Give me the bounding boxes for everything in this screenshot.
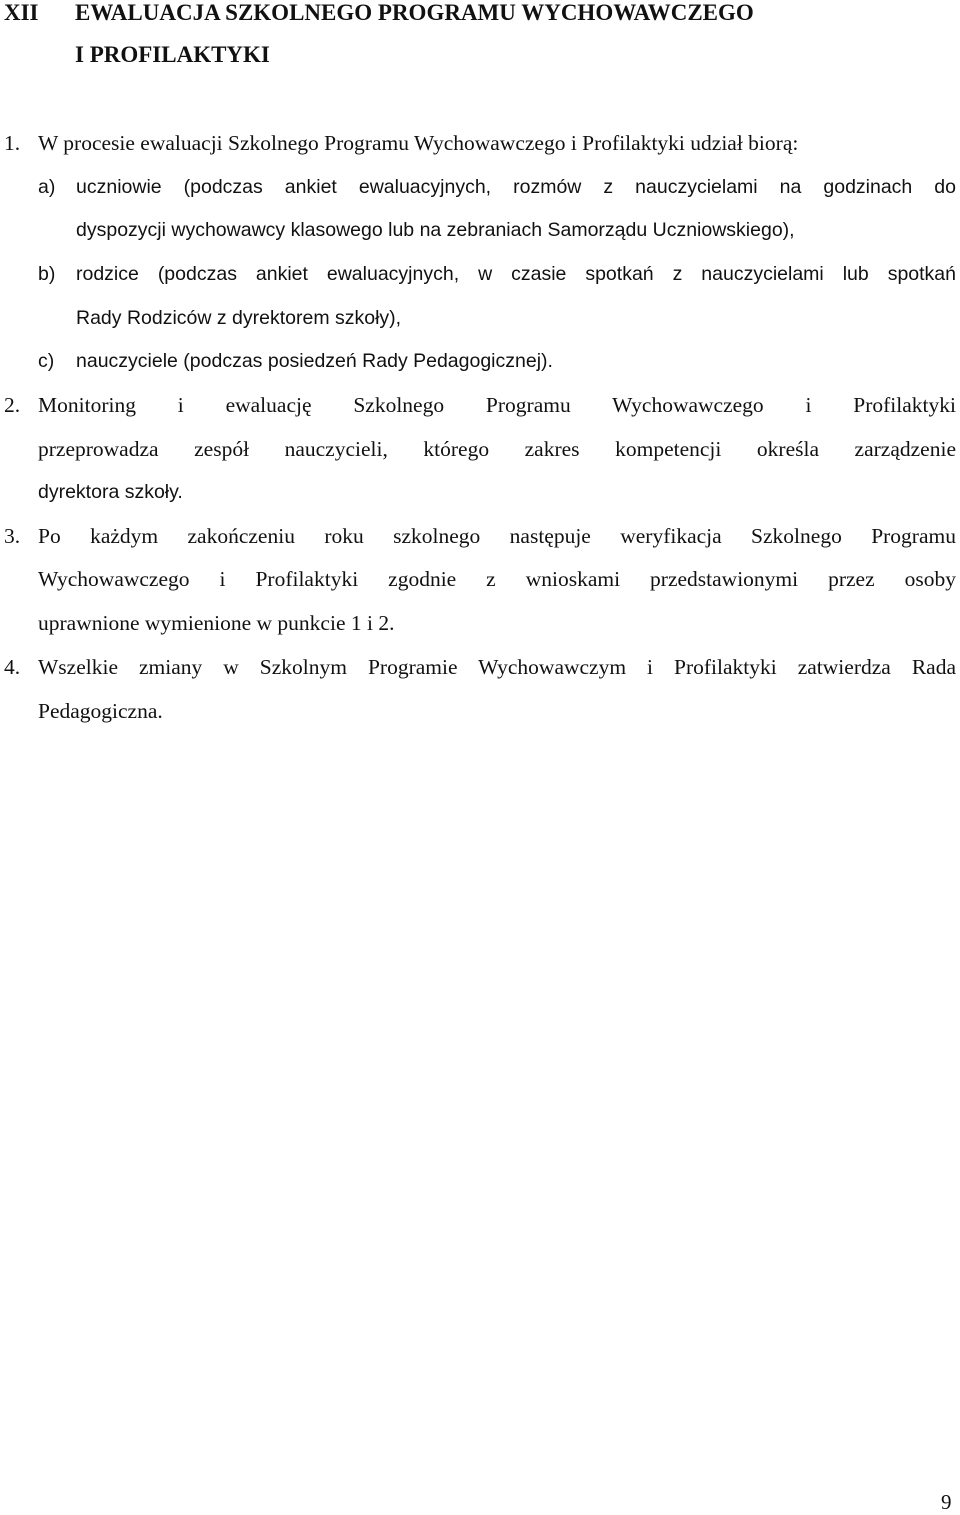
item-4-line2: Pedagogiczna.	[38, 699, 163, 723]
item-2-line3: dyrektora szkoły.	[38, 481, 183, 503]
item-3-line1: Po każdym zakończeniu roku szkolnego następuje weryfikacja Szkolnego Programu	[38, 524, 956, 548]
section-title-line2: I PROFILAKTYKI	[75, 42, 270, 67]
section-title-line1: EWALUACJA SZKOLNEGO PROGRAMU WYCHOWAWCZEGO	[75, 0, 754, 25]
item-1-text: W procesie ewaluacji Szkolnego Programu Wychowawczego i Profilaktyki udział biorą:	[38, 131, 799, 155]
item-1a-label: a)	[38, 176, 56, 198]
item-3-line3: uprawnione wymienione w punkcie 1 i 2.	[38, 611, 395, 635]
item-1b-line1: rodzice (podczas ankiet ewaluacyjnych, w czasie spotkań z nauczycielami lub spotkań	[76, 263, 956, 285]
item-2-line2: przeprowadza zespół nauczycieli, którego zakres kompetencji określa zarządzenie	[38, 437, 956, 461]
page-number: 9	[941, 1490, 952, 1514]
item-4-number: 4.	[4, 655, 21, 679]
item-1c-line1: nauczyciele (podczas posiedzeń Rady Pedagogicznej).	[76, 350, 553, 372]
item-2-line1: Monitoring i ewaluację Szkolnego Programu Wychowawczego i Profilaktyki	[38, 393, 956, 417]
item-3-number: 3.	[4, 524, 21, 548]
item-2-number: 2.	[4, 393, 21, 417]
item-3-line2: Wychowawczego i Profilaktyki zgodnie z wnioskami przedstawionymi przez osoby	[38, 567, 956, 591]
item-1a-line1: uczniowie (podczas ankiet ewaluacyjnych, rozmów z nauczycielami na godzinach do	[76, 176, 956, 198]
item-1c-label: c)	[38, 350, 55, 372]
item-1b-line2: Rady Rodziców z dyrektorem szkoły),	[76, 307, 402, 329]
item-1-number: 1.	[4, 131, 21, 155]
section-number: XII	[4, 0, 39, 25]
item-1a-line2: dyspozycji wychowawcy klasowego lub na zebraniach Samorządu Uczniowskiego),	[76, 219, 795, 241]
item-4-line1: Wszelkie zmiany w Szkolnym Programie Wychowawczym i Profilaktyki zatwierdza Rada	[38, 655, 956, 679]
item-1b-label: b)	[38, 263, 56, 285]
